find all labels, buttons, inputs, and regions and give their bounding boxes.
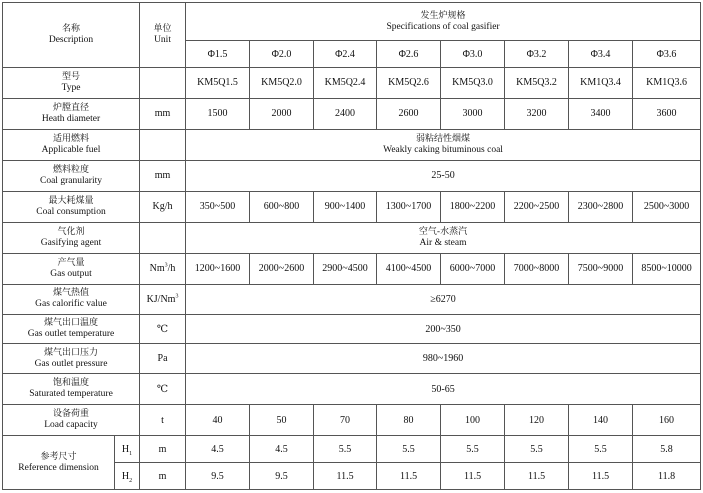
value-cell xyxy=(186,222,701,253)
value-cell: 11.8 xyxy=(633,463,701,490)
table-row-granularity xyxy=(3,160,701,191)
dimension-symbol: H xyxy=(121,470,130,482)
param-label-zh: 设备荷重 xyxy=(53,409,90,420)
table-row-reference-h1 xyxy=(3,436,701,463)
table-row-calorific xyxy=(3,284,701,314)
param-label-en: Load capacity xyxy=(44,420,98,431)
param-label xyxy=(3,314,140,344)
value-cell: 11.5 xyxy=(377,463,441,490)
value-cell: 140 xyxy=(569,405,633,436)
value-cell: 3200 xyxy=(505,98,569,129)
value-cell: 7500~9000 xyxy=(569,253,633,284)
value-cell: 5.5 xyxy=(314,436,377,463)
unit-cell: t xyxy=(140,405,186,436)
unit-cell: ℃ xyxy=(140,314,186,344)
param-label xyxy=(3,129,140,160)
param-label-en: Gasifying agent xyxy=(40,237,102,248)
value-cell: 600~800 xyxy=(250,191,314,222)
param-label-zh: 煤气热值 xyxy=(53,288,90,299)
value-cell: 2200~2500 xyxy=(505,191,569,222)
unit-base: Nm xyxy=(149,263,165,275)
dimension-symbol: H xyxy=(121,443,130,455)
value-cell: 900~1400 xyxy=(314,191,377,222)
param-label-en: Gas calorific value xyxy=(35,299,107,310)
table-row-saturated xyxy=(3,374,701,405)
value-cell: 50 xyxy=(250,405,314,436)
param-label-en: Type xyxy=(61,82,81,93)
value-cell: KM5Q3.0 xyxy=(441,67,505,98)
unit-cell: Kg/h xyxy=(140,191,186,222)
model-header: Φ3.4 xyxy=(569,41,633,68)
table-row-consumption xyxy=(3,191,701,222)
param-label xyxy=(3,405,140,436)
value-zh: 空气-水蒸汽 xyxy=(418,226,468,237)
model-header: Φ3.0 xyxy=(441,41,505,68)
param-label-zh: 饱和温度 xyxy=(53,378,90,389)
value-cell: 1800~2200 xyxy=(441,191,505,222)
param-label xyxy=(3,222,140,253)
param-label-en: Reference dimension xyxy=(18,462,99,473)
model-header: Φ3.6 xyxy=(633,41,701,68)
unit-cell: ℃ xyxy=(140,374,186,405)
param-label-zh: 最大耗煤量 xyxy=(48,195,94,206)
table-row-outlet-pressure xyxy=(3,344,701,374)
table-row-fuel xyxy=(3,129,701,160)
table-row-outlet-temp xyxy=(3,314,701,344)
value-cell: KM1Q3.6 xyxy=(633,67,701,98)
param-label-zh: 产气量 xyxy=(57,257,85,268)
table-row-type xyxy=(3,67,701,98)
model-header: Φ2.0 xyxy=(250,41,314,68)
unit-cell xyxy=(140,284,186,314)
dimension-subscript: 2 xyxy=(129,477,133,484)
model-header: Φ2.6 xyxy=(377,41,441,68)
param-label-zh: 适用燃料 xyxy=(53,133,90,144)
unit-cell xyxy=(140,129,186,160)
param-label-zh: 参考尺寸 xyxy=(40,451,77,462)
param-label-zh: 气化剂 xyxy=(57,226,85,237)
value-cell: 5.5 xyxy=(569,436,633,463)
value-cell: 200~350 xyxy=(186,314,701,344)
value-cell: 2000~2600 xyxy=(250,253,314,284)
value-cell: 350~500 xyxy=(186,191,250,222)
param-label-zh: 型号 xyxy=(62,71,81,82)
gasifier-spec-table xyxy=(2,2,701,490)
value-cell: 2400 xyxy=(314,98,377,129)
unit-sup: 3 xyxy=(164,262,168,269)
dimension-label xyxy=(115,463,140,490)
unit-sup: 3 xyxy=(175,293,179,300)
value-cell: 2000 xyxy=(250,98,314,129)
value-cell: 3400 xyxy=(569,98,633,129)
spec-header-zh: 发生炉规格 xyxy=(420,10,466,21)
param-label-en: Gas outlet temperature xyxy=(27,329,115,340)
unit-header xyxy=(140,3,186,68)
spec-header xyxy=(186,3,701,41)
value-cell: 25-50 xyxy=(186,160,701,191)
value-cell: 120 xyxy=(505,405,569,436)
model-header: Φ2.4 xyxy=(314,41,377,68)
value-cell: 1200~1600 xyxy=(186,253,250,284)
value-cell: 1500 xyxy=(186,98,250,129)
param-label xyxy=(3,160,140,191)
table-row-output xyxy=(3,253,701,284)
value-cell: 2300~2800 xyxy=(569,191,633,222)
value-cell: 3000 xyxy=(441,98,505,129)
value-cell: 3600 xyxy=(633,98,701,129)
value-cell: 2600 xyxy=(377,98,441,129)
value-cell: 70 xyxy=(314,405,377,436)
dimension-label xyxy=(115,436,140,463)
value-cell: 50-65 xyxy=(186,374,701,405)
value-cell: 11.5 xyxy=(505,463,569,490)
unit-header-zh: 单位 xyxy=(153,23,172,34)
value-cell: 2900~4500 xyxy=(314,253,377,284)
unit-header-en: Unit xyxy=(154,34,171,45)
value-cell: 5.8 xyxy=(633,436,701,463)
value-en: Weakly caking bituminous coal xyxy=(383,144,503,155)
header-row-top xyxy=(3,3,701,41)
value-cell: 1300~1700 xyxy=(377,191,441,222)
param-label xyxy=(3,344,140,374)
value-cell: KM5Q2.6 xyxy=(377,67,441,98)
value-cell: 80 xyxy=(377,405,441,436)
value-cell: 5.5 xyxy=(441,436,505,463)
param-label xyxy=(3,253,140,284)
value-cell: 9.5 xyxy=(250,463,314,490)
value-cell: 5.5 xyxy=(377,436,441,463)
unit-cell: Pa xyxy=(140,344,186,374)
value-cell: KM5Q2.0 xyxy=(250,67,314,98)
value-en: Air & steam xyxy=(419,237,467,248)
value-cell: 4.5 xyxy=(186,436,250,463)
dimension-subscript: 1 xyxy=(129,450,133,457)
description-header-zh: 名称 xyxy=(62,23,81,34)
value-cell: 2500~3000 xyxy=(633,191,701,222)
param-label-zh: 炉膛直径 xyxy=(53,102,90,113)
unit-cell: mm xyxy=(140,160,186,191)
value-cell: 4.5 xyxy=(250,436,314,463)
table-row-load xyxy=(3,405,701,436)
unit-base: KJ/Nm xyxy=(146,293,176,305)
description-header-en: Description xyxy=(48,34,94,45)
value-cell: 11.5 xyxy=(441,463,505,490)
unit-cell: m xyxy=(140,436,186,463)
param-label-en: Coal granularity xyxy=(40,175,102,186)
param-label-zh: 煤气出口压力 xyxy=(44,347,99,358)
value-cell: 100 xyxy=(441,405,505,436)
param-label xyxy=(3,98,140,129)
value-cell: 6000~7000 xyxy=(441,253,505,284)
value-cell xyxy=(186,129,701,160)
unit-tail: /h xyxy=(167,263,176,275)
value-cell: 9.5 xyxy=(186,463,250,490)
value-cell: 160 xyxy=(633,405,701,436)
unit-cell xyxy=(140,253,186,284)
value-cell: 980~1960 xyxy=(186,344,701,374)
param-label xyxy=(3,436,115,490)
unit-cell: m xyxy=(140,463,186,490)
value-cell: 5.5 xyxy=(505,436,569,463)
table-row-hearth xyxy=(3,98,701,129)
param-label-en: Gas outlet pressure xyxy=(34,358,108,369)
value-cell: KM1Q3.4 xyxy=(569,67,633,98)
param-label xyxy=(3,374,140,405)
unit-cell xyxy=(140,67,186,98)
param-label xyxy=(3,67,140,98)
value-cell: 11.5 xyxy=(569,463,633,490)
value-cell: 4100~4500 xyxy=(377,253,441,284)
value-cell: 40 xyxy=(186,405,250,436)
value-cell: KM5Q3.2 xyxy=(505,67,569,98)
param-label xyxy=(3,284,140,314)
value-cell: KM5Q1.5 xyxy=(186,67,250,98)
value-zh: 弱粘结性烟煤 xyxy=(416,133,471,144)
unit-cell: mm xyxy=(140,98,186,129)
value-cell: 8500~10000 xyxy=(633,253,701,284)
value-cell: ≥6270 xyxy=(186,284,701,314)
param-label-en: Saturated temperature xyxy=(29,389,113,400)
param-label-en: Gas output xyxy=(50,268,92,279)
param-label-zh: 煤气出口温度 xyxy=(44,318,99,329)
model-header: Φ3.2 xyxy=(505,41,569,68)
model-header: Φ1.5 xyxy=(186,41,250,68)
table-row-agent xyxy=(3,222,701,253)
value-cell: 11.5 xyxy=(314,463,377,490)
unit-cell xyxy=(140,222,186,253)
spec-header-en: Specifications of coal gasifier xyxy=(386,21,500,32)
param-label-en: Heath diameter xyxy=(41,113,101,124)
param-label xyxy=(3,191,140,222)
description-header xyxy=(3,3,140,68)
param-label-en: Applicable fuel xyxy=(41,144,101,155)
value-cell: KM5Q2.4 xyxy=(314,67,377,98)
value-cell: 7000~8000 xyxy=(505,253,569,284)
param-label-en: Coal consumption xyxy=(36,206,106,217)
param-label-zh: 燃料粒度 xyxy=(53,164,90,175)
